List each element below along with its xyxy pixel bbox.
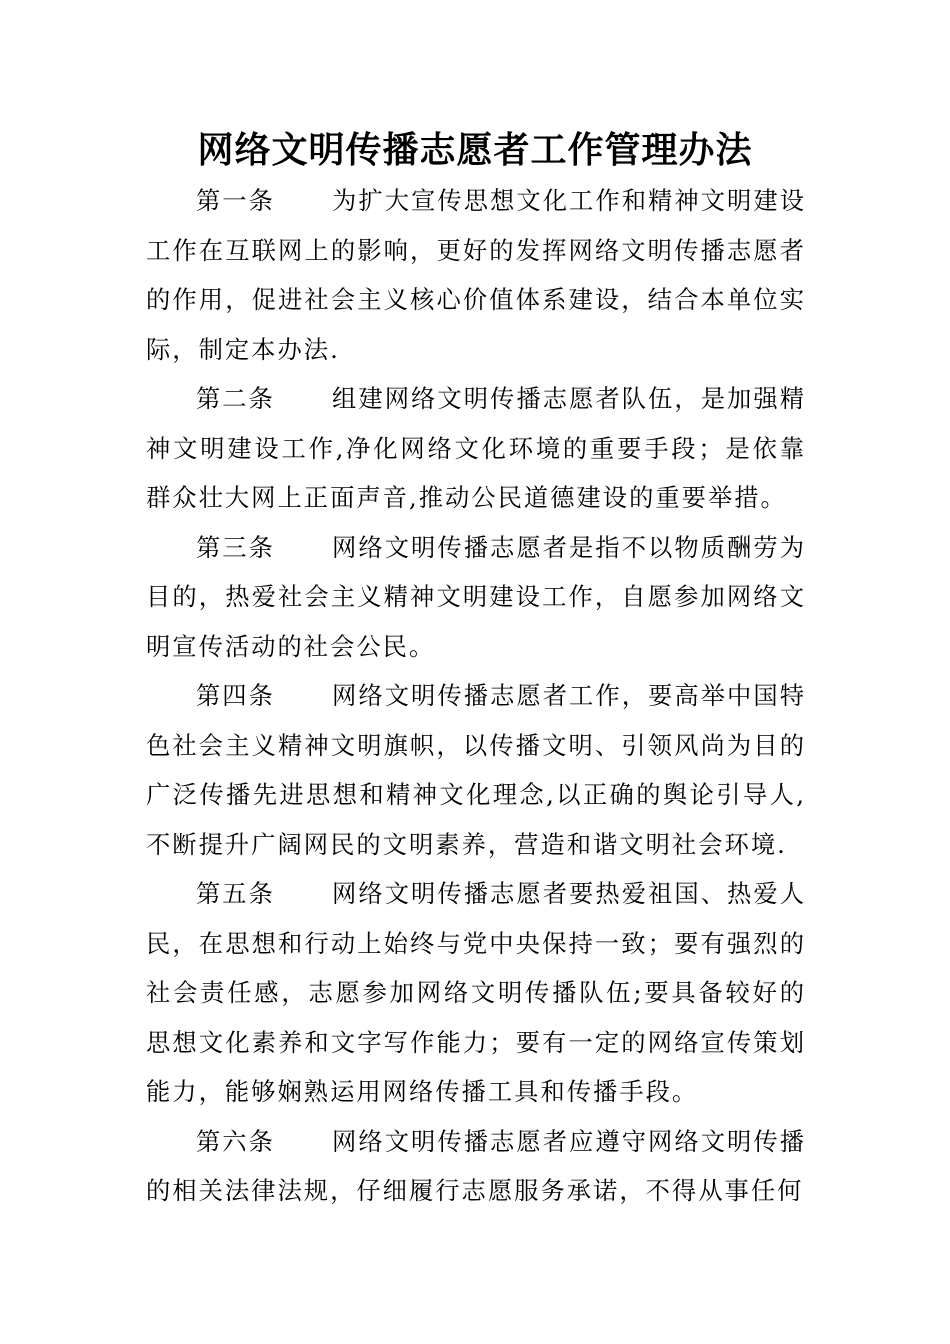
article-3 xyxy=(146,523,806,672)
article-label: 第一条 xyxy=(196,186,275,215)
document-body xyxy=(146,176,806,1216)
article-text: 为扩大宣传思想文化工作和精神文明建设工作在互联网上的影响，更好的发挥网络文明传播志愿者的作用，促进社会主义核心价值体系建设，结合本单位实际，制定本办法. xyxy=(146,186,806,364)
article-text: 网络文明传播志愿者要热爱祖国、热爱人民，在思想和行动上始终与党中央保持一致；要有强烈的社会责任感，志愿参加网络文明传播队伍;要具备较好的思想文化素养和文字写作能力；要有一定的网络宣传策划能力，能够娴熟运用网络传播工具和传播手段。 xyxy=(146,879,806,1106)
article-label: 第四条 xyxy=(196,681,275,710)
article-label: 第二条 xyxy=(196,384,275,413)
article-text: 组建网络文明传播志愿者队伍，是加强精神文明建设工作,净化网络文化环境的重要手段；是依靠群众壮大网上正面声音,推动公民道德建设的重要举措。 xyxy=(146,384,806,512)
article-label: 第六条 xyxy=(196,1126,275,1156)
article-4 xyxy=(146,671,806,869)
article-label: 第五条 xyxy=(196,879,275,908)
document-title: 网络文明传播志愿者工作管理办法 xyxy=(197,129,753,171)
article-5 xyxy=(146,869,806,1117)
article-label: 第三条 xyxy=(196,532,275,562)
article-text: 网络文明传播志愿者应遵守网络文明传播的相关法律法规，仔细履行志愿服务承诺，不得从事任何 xyxy=(146,1126,806,1205)
article-6 xyxy=(146,1117,806,1216)
article-1 xyxy=(146,176,806,374)
article-text: 网络文明传播志愿者是指不以物质酬劳为目的，热爱社会主义精神文明建设工作，自愿参加网络文明宣传活动的社会公民。 xyxy=(146,532,806,661)
article-2 xyxy=(146,374,806,523)
article-text: 网络文明传播志愿者工作，要高举中国特色社会主义精神文明旗帜，以传播文明、引领风尚为目的广泛传播先进思想和精神文化理念,以正确的舆论引导人,不断提升广阔网民的文明素养，营造和谐文明社会环境. xyxy=(146,681,806,859)
